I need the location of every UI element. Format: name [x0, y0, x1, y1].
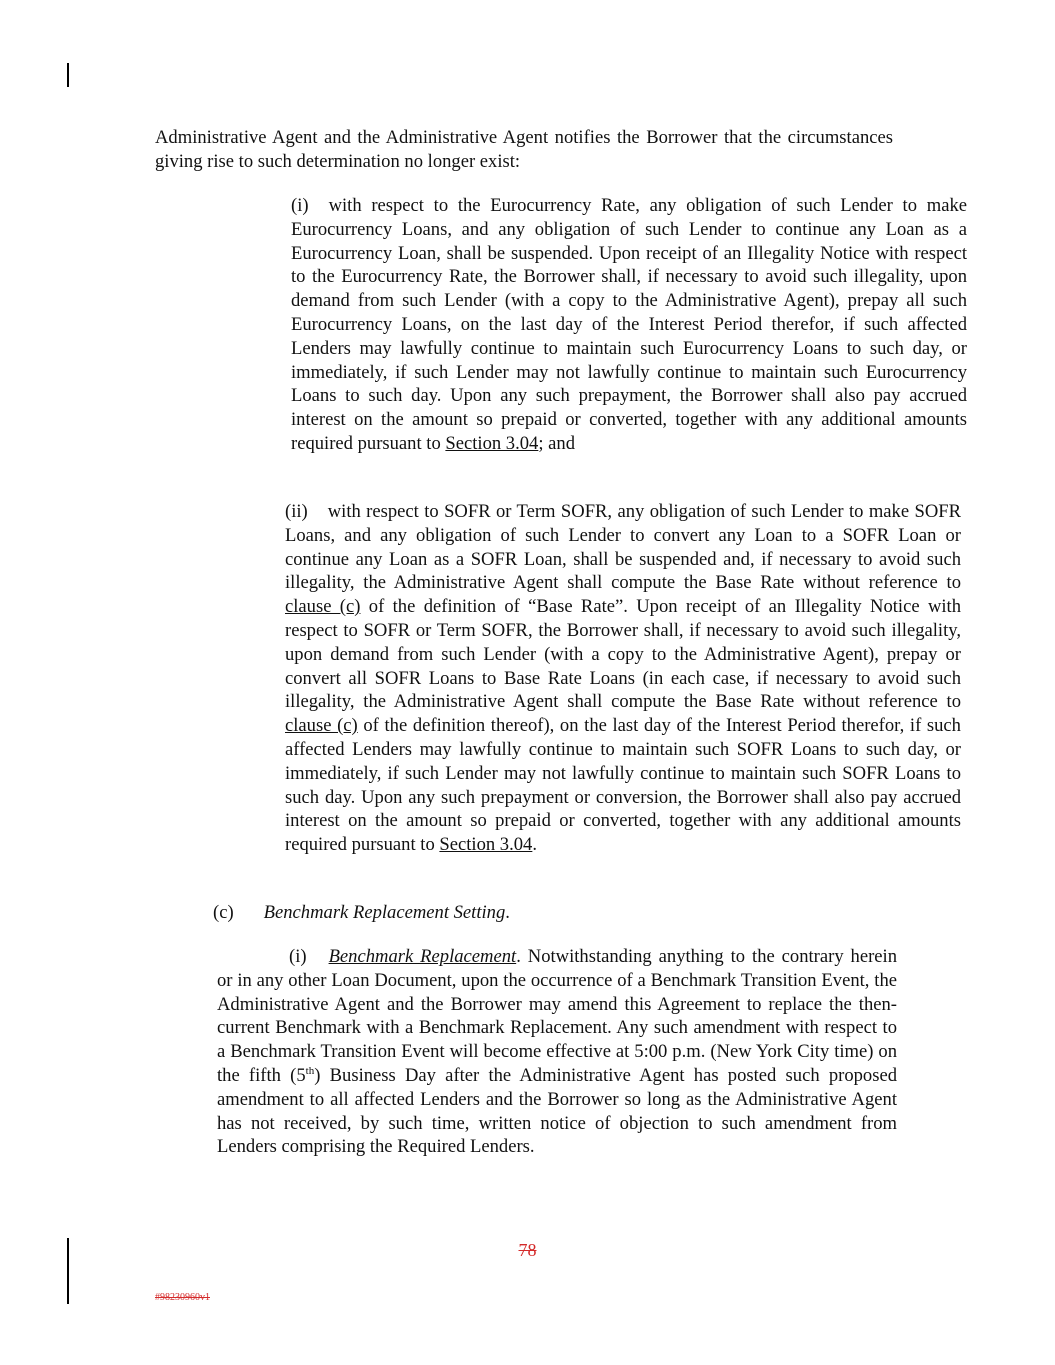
benchmark-replacement-paragraph [217, 945, 897, 1159]
clause-ii-sofr [217, 500, 961, 857]
clause-ii-tail: . [532, 834, 538, 856]
section-3-04-ref-2: Section 3.04 [439, 834, 533, 856]
clause-c-ref-2: clause (c) [285, 715, 358, 737]
intro-text: Administrative Agent and the Administrative Agent notifies the Borrower that the circumstances giving rise to such determination no longer exist: [155, 127, 893, 172]
clause-i-text: with respect to the Eurocurrency Rate, any obligation of such Lender to make Eurocurrency Loans, and any obligation of such Lender to continue any Loan as a Eurocurrency Loan, shall be suspended. Upon receipt of an Illegality Notice with respect to the Eurocurrency Rate, the Borrower shall, if necessary to avoid such illegality, upon demand from such Lender (with a copy to the Administrative Agent), prepay all such Eurocurrency Loans, on the last day of the Interest Period therefor, if such affected Lenders may lawfully continue to maintain such Eurocurrency Loans to such day, or immediately, if such Lender may not lawfully continue to maintain such Eurocurrency Loans to such day. Upon any such prepayment, the Borrower shall also pay accrued interest on the amount so prepaid or converted, together with any additional amounts required pursuant to [291, 195, 967, 454]
intro-paragraph [155, 126, 893, 174]
clause-i-eurocurrency [217, 194, 967, 456]
section-3-04-ref: Section 3.04 [445, 432, 539, 454]
clause-i-tail: ; and [538, 432, 576, 454]
benchmark-i-number: (i) [289, 946, 307, 967]
clause-ii-text-a: with respect to SOFR or Term SOFR, any obligation of such Lender to make SOFR Loans, and any obligation of such Lender to convert any Loan to a SOFR Loan or continue any Loan as a SOFR Loan, shall be suspended and, if necessary to avoid such illegality, the Administrative Agent shall compute the Base Rate without reference to [285, 501, 961, 594]
clause-ii-text-b: of the definition of “Base Rate”. Upon receipt of an Illegality Notice with respect to SOFR or Term SOFR, the Borrower shall, if necessary to avoid such illegality, upon demand from such Lender (with a copy to the Administrative Agent), prepay or convert all SOFR Loans to Base Rate Loans (in each case, if necessary to avoid such illegality, the Administrative Agent shall compute the Base Rate without reference to [285, 596, 962, 713]
benchmark-text-a: . Notwithstanding anything to the contrary herein or in any other Loan Document, upon the occurrence of a Benchmark Transition Event, the Administrative Agent and the Borrower may amend this Agreement to replace the then-current Benchmark with a Benchmark Replacement. Any such amendment with respect to a Benchmark Transition Event will become effective at 5:00 p.m. (New York City time) on the fifth (5 [217, 946, 897, 1086]
clause-ii-text-c: of the definition thereof), on the last day of the Interest Period therefor, if such affected Lenders may lawfully continue to maintain such SOFR Loans to such day, or immediately, if such Lender may not lawfully continue to maintain such SOFR Loans to such day. Upon any such prepayment or conversion, the Borrower shall also pay accrued interest on the amount so prepaid or converted, together with any additional amounts required pursuant to [285, 715, 961, 856]
ordinal-superscript: th [305, 1064, 315, 1077]
page-number: 78 [518, 1240, 537, 1260]
section-c-heading [213, 901, 893, 925]
section-c-number: (c) [213, 902, 234, 923]
clause-ii-number: (ii) [285, 501, 308, 522]
clause-i-number: (i) [291, 195, 309, 216]
clause-c-ref-1: clause (c) [285, 596, 361, 618]
change-bar-top [67, 63, 69, 87]
benchmark-replacement-title: Benchmark Replacement [328, 946, 517, 967]
document-id: #98230960v1 [155, 1292, 210, 1303]
section-c-title: Benchmark Replacement Setting [263, 902, 506, 923]
section-c-period: . [505, 902, 510, 923]
benchmark-text-b: ) Business Day after the Administrative Agent has posted such proposed amendment to all affected Lenders and the Borrower so long as the Administrative Agent has not received, by such time, written notice of objection to such amendment from Lenders comprising the Required Lenders. [217, 1064, 898, 1158]
